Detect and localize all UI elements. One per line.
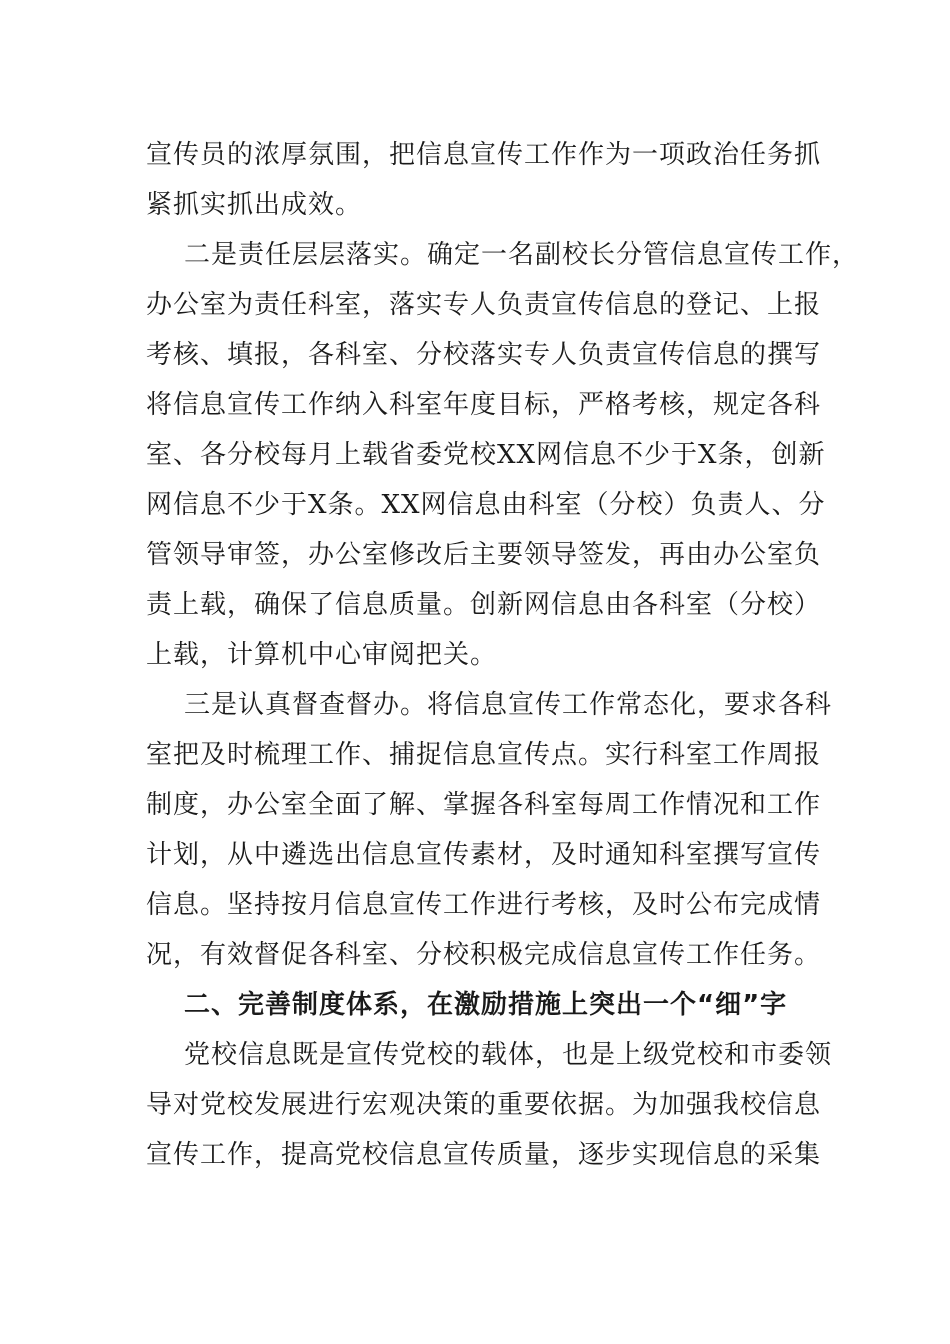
section-heading <box>146 980 814 1030</box>
paragraph-supervision <box>146 680 833 980</box>
paragraph-continuation <box>146 130 822 230</box>
text-line: 网信息不少于X条。XX网信息由科室（分校）负责人、分 <box>146 490 826 520</box>
text-line: 室把及时梳理工作、捕捉信息宣传点。实行科室工作周报 <box>146 740 822 770</box>
text-line: 三是认真督查督办。将信息宣传工作常态化，要求各科 <box>184 690 833 720</box>
text-line: 紧抓实抓出成效。 <box>146 190 363 220</box>
text-line: 制度，办公室全面了解、掌握各科室每周工作情况和工作 <box>146 790 822 820</box>
text-line: 管领导审签，办公室修改后主要领导签发，再由办公室负 <box>146 540 822 570</box>
text-line: 考核、填报，各科室、分校落实专人负责宣传信息的撰写 <box>146 340 822 370</box>
heading-line: 二、完善制度体系，在激励措施上突出一个“细”字 <box>184 990 788 1020</box>
text-line: 宣传员的浓厚氛围，把信息宣传工作作为一项政治任务抓 <box>146 140 822 170</box>
text-line: 党校信息既是宣传党校的载体，也是上级党校和市委领 <box>184 1040 833 1070</box>
paragraph-party-school-info <box>146 1030 833 1180</box>
text-line: 信息。坚持按月信息宣传工作进行考核，及时公布完成情 <box>146 890 822 920</box>
text-line: 宣传工作，提高党校信息宣传质量，逐步实现信息的采集 <box>146 1140 822 1170</box>
text-line: 计划，从中遴选出信息宣传素材，及时通知科室撰写宣传 <box>146 840 822 870</box>
text-line: 导对党校发展进行宏观决策的重要依据。为加强我校信息 <box>146 1090 822 1120</box>
text-line: 将信息宣传工作纳入科室年度目标，严格考核，规定各科 <box>146 390 822 420</box>
paragraph-responsibility <box>146 230 860 680</box>
document-page <box>146 130 860 1180</box>
text-line: 办公室为责任科室，落实专人负责宣传信息的登记、上报 <box>146 290 822 320</box>
text-line: 二是责任层层落实。确定一名副校长分管信息宣传工作， <box>184 240 860 270</box>
text-line: 况，有效督促各科室、分校积极完成信息宣传工作任务。 <box>146 940 822 970</box>
text-line: 上载，计算机中心审阅把关。 <box>146 640 498 670</box>
text-line: 室、各分校每月上载省委党校XX网信息不少于X条，创新 <box>146 440 826 470</box>
text-line: 责上载，确保了信息质量。创新网信息由各科室（分校） <box>146 590 822 620</box>
